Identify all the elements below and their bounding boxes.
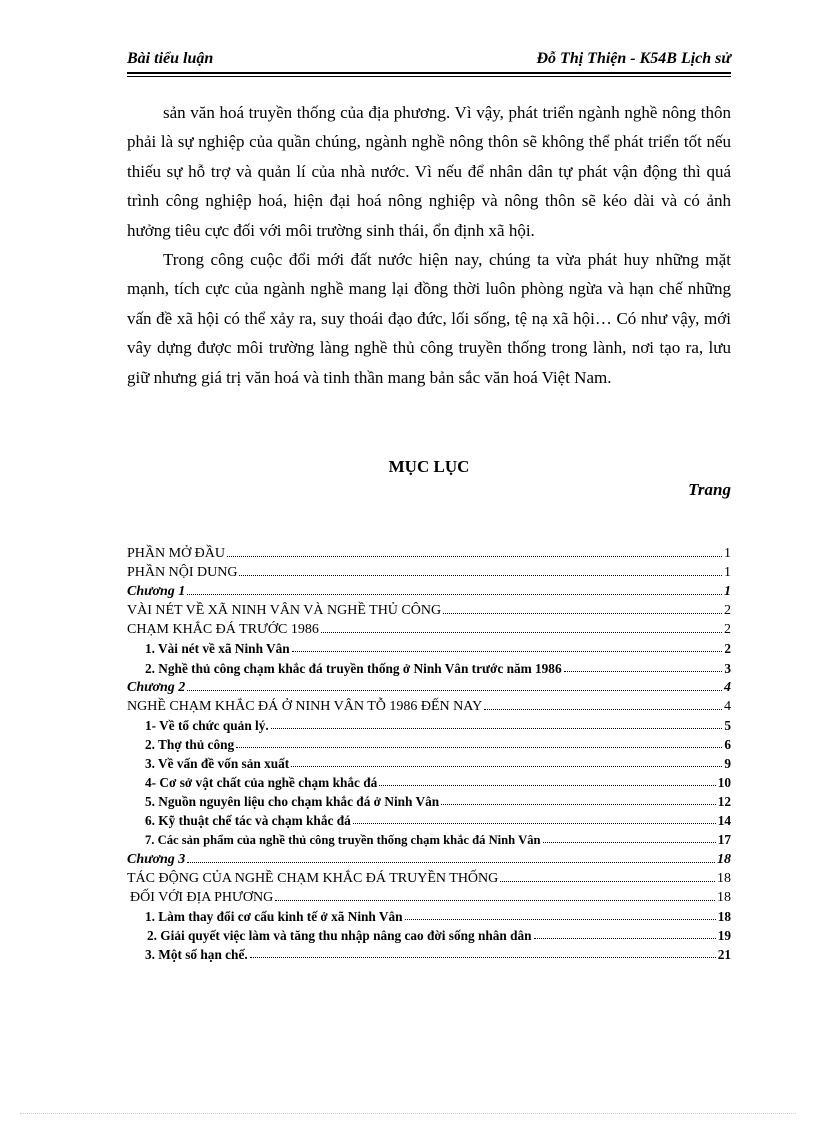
paragraph: sản văn hoá truyền thống của địa phương. Vì vậy, phát triển ngành nghề nông thôn phải là sự nghiệp của quần chúng, ngành nghề nông thôn sẽ không thể phát triển tốt nếu thiếu sự hỗ trợ và quản lí của nhà nước. Vì nếu để nhân dân tự phát vận động thì quá trình công nghiệp hoá, hiện đại hoá nông nghiệp và nông thôn sẽ kéo dài và có ảnh hưởng tiêu cực đối với môi trường sinh thái, ổn định xã hội. — [127, 103, 731, 240]
toc-entry-label: ĐỐI VỚI ĐỊA PHƯƠNG — [130, 889, 274, 905]
toc-leader — [250, 945, 716, 958]
toc-leader — [564, 659, 723, 672]
toc-entry-label: 4- Cơ sở vật chất của nghề chạm khắc đá — [145, 775, 378, 791]
toc-leader — [500, 869, 715, 882]
header-left-title: Bài tiểu luận — [127, 50, 214, 67]
toc-entry-label: 1. Vài nét về xã Ninh Vân — [145, 641, 290, 657]
toc-leader — [236, 735, 722, 748]
toc-entry-label: 2. Thợ thủ công — [145, 736, 235, 752]
toc-entry-label: 2. Nghề thủ công chạm khắc đá truyền thống ở Ninh Vân trước năm 1986 — [145, 660, 562, 676]
toc-entry-label: 5. Nguồn nguyên liệu cho chạm khắc đá ở Ninh Vân — [145, 794, 440, 810]
toc-entry[interactable] — [127, 850, 731, 869]
toc-leader — [275, 888, 715, 901]
toc-entry-label: PHẦN NỘI DUNG — [127, 565, 238, 581]
toc-entry[interactable] — [127, 907, 731, 926]
toc-entry-label: NGHỀ CHẠM KHẮC ĐÁ Ở NINH VÂN TỖ 1986 ĐẾN NAY — [127, 698, 483, 714]
toc-leader — [187, 850, 715, 863]
toc-entry-page: 14 — [717, 813, 731, 829]
toc-entry-page: 1 — [724, 565, 731, 581]
toc-entry-label: 6. Kỹ thuật chế tác và chạm khắc đá — [145, 813, 351, 829]
toc-entry-label: VÀI NÉT VỀ XÃ NINH VÂN VÀ NGHỀ THỦ CÔNG — [127, 603, 442, 619]
paragraph: Trong công cuộc đổi mới đất nước hiện nay, chúng ta vừa phát huy những mặt mạnh, tích cực của ngành nghề mang lại đồng thời luôn phòng ngừa và hạn chế những vấn đề xã hội có thể xảy ra, suy thoái đạo đức, lối sống, tệ nạ xã hội… Có như vậy, mới vây dựng được môi trường làng nghề thủ công truyền thống trong lành, nơi tạo ra, lưu giữ nhưng giá trị văn hoá và tinh thần mang bản sắc văn hoá Việt Nam. — [127, 250, 731, 387]
toc-page-heading: Trang — [688, 480, 731, 499]
toc-entry-label: Chương 3 — [127, 851, 186, 867]
toc-entry-page: 5 — [724, 717, 731, 733]
toc-entry-label: Chương 1 — [127, 584, 186, 600]
toc-entry-page: 18 — [717, 908, 731, 924]
toc-leader — [187, 678, 722, 691]
toc-entry[interactable] — [127, 754, 731, 773]
toc-entry-page: 9 — [724, 756, 731, 772]
toc-leader — [321, 620, 722, 633]
toc-entry[interactable] — [127, 582, 731, 601]
toc-leader — [291, 754, 722, 767]
toc-entry-page: 18 — [717, 889, 731, 905]
header-rule-thin — [127, 76, 731, 77]
toc-entry-page: 1 — [724, 546, 731, 561]
toc-entry[interactable] — [127, 888, 731, 907]
toc-leader — [271, 716, 723, 729]
toc-entry[interactable] — [127, 620, 731, 639]
toc-entry[interactable] — [127, 869, 731, 888]
page-footer-divider — [20, 1113, 796, 1114]
toc-leader — [543, 830, 716, 843]
toc-entry[interactable] — [127, 544, 731, 563]
toc-entry-page: 21 — [717, 946, 731, 962]
toc-entry-page: 19 — [717, 927, 731, 943]
toc-entry-label: 3. Về vấn đề vốn sản xuất — [145, 756, 290, 772]
toc-title: MỤC LỤC — [388, 457, 470, 476]
toc-entry[interactable] — [127, 563, 731, 582]
toc-entry-page: 2 — [724, 641, 731, 657]
toc-entry-label: 3. Một số hạn chế. — [145, 946, 248, 962]
toc-entry-label: CHẠM KHẮC ĐÁ TRƯỚC 1986 — [127, 622, 319, 638]
toc-entry-page: 10 — [717, 775, 731, 791]
toc-entry-label: 2. Giải quyết việc làm và tăng thu nhập nâng cao đời sống nhân dân — [147, 927, 532, 943]
toc-entry[interactable] — [127, 716, 731, 735]
toc-entry[interactable] — [127, 735, 731, 754]
toc-entry[interactable] — [127, 659, 731, 678]
toc-entry-page: 6 — [724, 736, 731, 752]
toc-entry[interactable] — [127, 601, 731, 620]
toc-leader — [227, 544, 722, 557]
toc-leader — [441, 792, 716, 805]
toc-leader — [292, 639, 723, 652]
toc-entry-page: 3 — [724, 660, 731, 676]
toc-leader — [353, 811, 716, 824]
toc-entry-label: 7. Các sản phẩm của nghề thủ công truyền thống chạm khắc đá Ninh Vân — [145, 833, 541, 848]
toc-entry-label: TÁC ĐỘNG CỦA NGHỀ CHẠM KHẮC ĐÁ TRUYỀN THỐNG — [127, 870, 499, 886]
toc-entry-page: 12 — [717, 794, 731, 810]
toc-entry[interactable] — [127, 792, 731, 811]
toc-entry-label: 1- Về tổ chức quản lý. — [145, 717, 269, 733]
toc-entry[interactable] — [127, 811, 731, 830]
toc-entry[interactable] — [127, 830, 731, 849]
toc-entry-page: 4 — [724, 679, 731, 695]
toc-leader — [187, 582, 722, 595]
toc-leader — [379, 773, 715, 786]
toc-entry[interactable] — [127, 678, 731, 697]
page-header — [127, 50, 731, 72]
header-right-author: Đỗ Thị Thiện - K54B Lịch sử — [536, 50, 731, 67]
header-rule — [127, 72, 731, 74]
toc-entry-page: 2 — [724, 622, 731, 638]
toc-leader — [405, 907, 716, 920]
toc-leader — [484, 697, 722, 710]
toc-entry[interactable] — [127, 639, 731, 658]
toc-entry-page: 18 — [717, 870, 731, 886]
toc-entry-label: Chương 2 — [127, 679, 186, 695]
toc-entry[interactable] — [127, 697, 731, 716]
body-text — [127, 98, 731, 392]
toc-leader — [239, 563, 722, 576]
toc-leader — [534, 926, 716, 939]
toc-entry-page: 17 — [717, 832, 731, 848]
toc-entry[interactable] — [127, 773, 731, 792]
toc-entry-page: 4 — [724, 698, 731, 714]
toc-entry-page: 2 — [724, 603, 731, 619]
toc-entry-page: 18 — [717, 851, 731, 867]
table-of-contents — [127, 544, 731, 964]
toc-entry-label: PHẦN MỞ ĐẦU — [127, 546, 226, 561]
toc-entry[interactable] — [127, 926, 731, 945]
toc-entry-page: 1 — [724, 584, 731, 600]
toc-entry[interactable] — [127, 945, 731, 964]
toc-leader — [443, 601, 722, 614]
toc-entry-label: 1. Làm thay đổi cơ cấu kinh tế ở xã Ninh Vân — [145, 908, 403, 924]
